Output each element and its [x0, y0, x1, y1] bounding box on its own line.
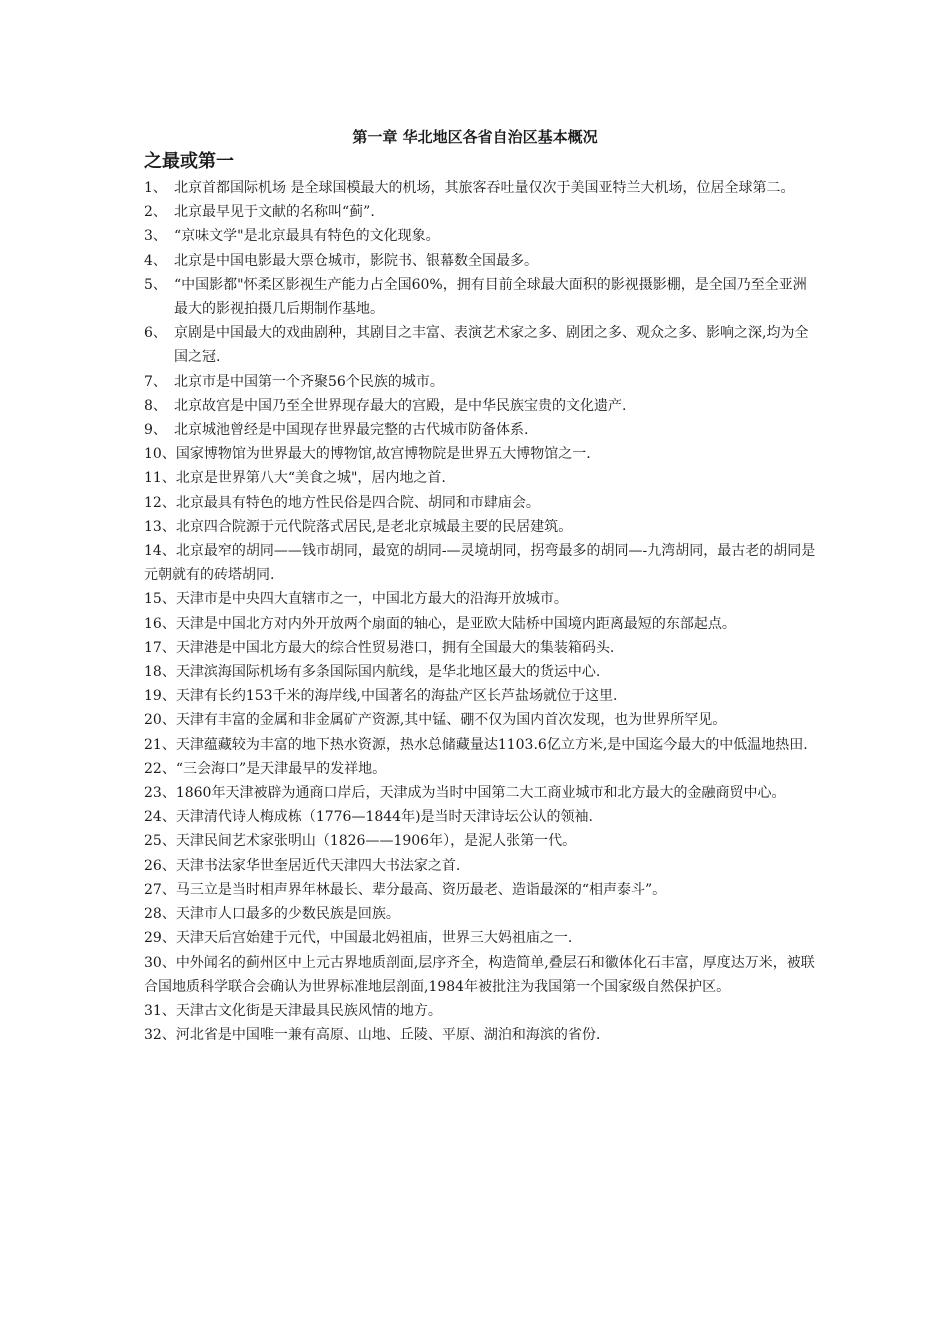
- list-item: [144, 466, 816, 490]
- list-item: [144, 951, 816, 999]
- list-item-number: 20、: [144, 712, 176, 729]
- list-item-text: 河北省是中国唯一兼有高原、山地、丘陵、平原、湖泊和海滨的省份.: [175, 1027, 601, 1044]
- list-item: [144, 878, 816, 902]
- list-item-number: 31、: [144, 1002, 176, 1019]
- list-item-number: 2、: [144, 204, 167, 221]
- list-item: [144, 757, 816, 781]
- list-item-number: 24、: [144, 809, 176, 826]
- list-item-text: 北京故宫是中国乃至全世界现存最大的宫殿，是中华民族宝贵的文化遗产.: [174, 397, 627, 414]
- list-item: [144, 273, 816, 321]
- list-item-number: 12、: [144, 494, 176, 511]
- list-item-number: 4、: [144, 252, 167, 269]
- numbered-list: [144, 176, 816, 1047]
- list-item: [144, 176, 816, 200]
- list-item: [144, 515, 816, 539]
- list-item-text: 天津天后宫始建于元代，中国最北妈祖庙，世界三大妈祖庙之一.: [175, 930, 573, 947]
- list-item-text: “中国影都"怀柔区影视生产能力占全国60%，拥有目前全球最大面积的影视摄影棚，是全国乃至全亚洲最大的影视拍摄几后期制作基地。: [174, 276, 807, 318]
- list-item-text: 天津市人口最多的少数民族是回族。: [175, 906, 400, 923]
- list-item-number: 5、: [144, 276, 167, 293]
- section-heading: 之最或第一: [144, 151, 234, 172]
- list-item-text: 北京是世界第八大“美食之城"，居内地之首.: [175, 470, 446, 487]
- list-item-text: 天津有长约153千米的海岸线,中国著名的海盐产区长芦盐场就位于这里.: [175, 688, 618, 705]
- list-item-text: 1860年天津被辟为通商口岸后，天津成为当时中国第二大工商业城市和北方最大的金融商贸中心。: [175, 785, 786, 802]
- list-item-text: 天津蕴藏较为丰富的地下热水资源，热水总储藏量达1103.6亿立方米,是中国迄今最大的中低温地热田.: [175, 736, 808, 753]
- list-item: [144, 636, 816, 660]
- list-item-text: 北京最具有特色的地方性民俗是四合院、胡同和市肆庙会。: [175, 494, 540, 511]
- list-item-text: 北京最窄的胡同——钱市胡同，最宽的胡同-—灵境胡同，拐弯最多的胡同—-九湾胡同，最古老的胡同是元朝就有的砖塔胡同.: [144, 543, 816, 584]
- list-item-text: 天津古文化街是天津最具民族风情的地方。: [175, 1002, 442, 1019]
- list-item-number: 25、: [144, 833, 176, 850]
- list-item-number: 3、: [144, 228, 167, 245]
- list-item-text: 天津书法家华世奎居近代天津四大书法家之首.: [175, 857, 461, 874]
- list-item-text: 马三立是当时相声界年林最长、辈分最高、资历最老、造诣最深的“相声泰斗”。: [175, 881, 667, 898]
- list-item: [144, 1023, 816, 1047]
- list-item-number: 22、: [144, 760, 176, 777]
- list-item-number: 16、: [144, 615, 176, 632]
- list-item-number: 13、: [144, 518, 176, 535]
- list-item-number: 14、: [144, 543, 176, 560]
- list-item-text: 北京首都国际机场 是全球国模最大的机场，其旅客吞吐量仅次于美国亚特兰大机场，位居全球第二。: [174, 180, 795, 196]
- list-item: [144, 999, 816, 1023]
- list-item-number: 32、: [144, 1027, 176, 1044]
- list-item: [144, 854, 816, 878]
- list-item-text: 天津民间艺术家张明山（1826——1906年），是泥人张第一代。: [175, 833, 577, 850]
- list-item-number: 19、: [144, 688, 176, 705]
- list-item-number: 17、: [144, 639, 176, 656]
- list-item-text: “三会海口”是天津最早的发祥地。: [175, 760, 387, 777]
- list-item-text: 天津是中国北方对内外开放两个扇面的轴心，是亚欧大陆桥中国境内距离最短的东部起点。: [175, 615, 736, 632]
- list-item-number: 11、: [144, 470, 176, 487]
- list-item: [144, 708, 816, 732]
- list-item: [144, 829, 816, 853]
- list-item-number: 1、: [144, 180, 167, 196]
- list-item-number: 21、: [144, 736, 176, 753]
- list-item: [144, 370, 816, 394]
- list-item-text: “京味文学"是北京最具有特色的文化现象。: [174, 228, 440, 245]
- list-item: [144, 587, 816, 611]
- list-item-text: 北京城池曾经是中国现存世界最完整的古代城市防备体系.: [174, 422, 529, 439]
- list-item-number: 10、: [144, 446, 176, 463]
- list-item: [144, 418, 816, 442]
- list-item: [144, 442, 816, 466]
- list-item-text: 天津港是中国北方最大的综合性贸易港口，拥有全国最大的集装箱码头.: [175, 639, 615, 656]
- list-item-number: 6、: [144, 325, 167, 342]
- list-item: [144, 249, 816, 273]
- list-item: [144, 224, 816, 248]
- list-item: [144, 394, 816, 418]
- list-item-text: 国家博物馆为世界最大的博物馆,故宫博物院是世界五大博物馆之一.: [175, 446, 591, 463]
- list-item-number: 29、: [144, 930, 176, 947]
- list-item: [144, 902, 816, 926]
- list-item-text: 中外闻名的蓟州区中上元古界地质剖面,层序齐全，构造简单,叠层石和徽体化石丰富，厚度达万米，被联合国地质科学联合会确认为世界标准地层剖面,1984年被批注为我国第一个国家级自然保护区。: [144, 954, 815, 995]
- list-item-text: 京剧是中国最大的戏曲剧种，其剧目之丰富、表演艺术家之多、剧团之多、观众之多、影响之深,均为全国之冠.: [174, 325, 809, 366]
- list-item-text: 北京四合院源于元代院落式居民,是老北京城最主要的民居建筑。: [175, 518, 573, 535]
- list-item-text: 天津滨海国际机场有多条国际国内航线，是华北地区最大的货运中心.: [175, 664, 601, 681]
- list-item: [144, 805, 816, 829]
- list-item: [144, 321, 816, 369]
- list-item-number: 26、: [144, 857, 176, 874]
- list-item-number: 15、: [144, 591, 176, 608]
- list-item: [144, 491, 816, 515]
- list-item-text: 北京是中国电影最大票仓城市，影院书、银幕数全国最多。: [174, 252, 538, 269]
- list-item: [144, 733, 816, 757]
- list-item: [144, 612, 816, 636]
- list-item-text: 天津有丰富的金属和非金属矿产资源,其中锰、硼不仅为国内首次发现，也为世界所罕见。: [175, 712, 727, 729]
- list-item: [144, 539, 816, 587]
- list-item: [144, 200, 816, 224]
- list-item: [144, 684, 816, 708]
- list-item-number: 8、: [144, 397, 167, 414]
- list-item-number: 9、: [144, 422, 167, 439]
- list-item: [144, 926, 816, 950]
- list-item: [144, 660, 816, 684]
- list-item-text: 北京市是中国第一个齐聚56个民族的城市。: [174, 373, 444, 390]
- list-item-number: 28、: [144, 906, 176, 923]
- chapter-title: 第一章 华北地区各省自治区基本概况: [352, 128, 598, 146]
- list-item-number: 27、: [144, 881, 176, 898]
- list-item-number: 23、: [144, 785, 176, 802]
- list-item-number: 18、: [144, 664, 176, 681]
- list-item-number: 30、: [144, 954, 176, 971]
- list-item-text: 天津市是中央四大直辖市之一，中国北方最大的沿海开放城市。: [175, 591, 568, 608]
- list-item-number: 7、: [144, 373, 167, 390]
- list-item-text: 北京最早见于文献的名称叫“蓟”.: [174, 204, 375, 221]
- list-item-text: 天津清代诗人梅成栋（1776—1844年)是当时天津诗坛公认的领袖.: [175, 809, 593, 826]
- list-item: [144, 781, 816, 805]
